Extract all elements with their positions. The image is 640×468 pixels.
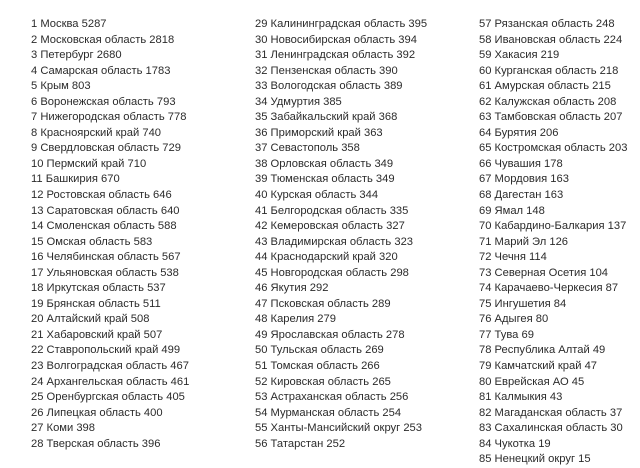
region-entry: 77 Тува 69 <box>479 328 534 341</box>
region-entry: 33 Вологодская область 389 <box>255 80 403 93</box>
region-entry: 44 Краснодарский край 320 <box>255 251 398 264</box>
region-entry: 35 Забайкальский край 368 <box>255 111 398 124</box>
region-entry: 38 Орловская область 349 <box>255 157 394 170</box>
region-entry: 46 Якутия 292 <box>255 282 329 295</box>
region-entry: 15 Омская область 583 <box>31 235 153 248</box>
region-entry: 54 Мурманская область 254 <box>255 406 402 419</box>
region-entry: 12 Ростовская область 646 <box>31 189 172 202</box>
region-column-2 <box>255 17 475 452</box>
region-entry: 19 Брянская область 511 <box>31 297 161 310</box>
region-entry: 79 Камчатский край 47 <box>479 360 598 373</box>
region-entry: 1 Москва 5287 <box>31 18 107 30</box>
region-entry: 22 Ставропольский край 499 <box>31 344 181 357</box>
region-entry: 13 Саратовская область 640 <box>31 204 180 217</box>
region-entry: 51 Томская область 266 <box>255 360 380 373</box>
region-entry: 76 Адыгея 80 <box>479 313 549 326</box>
region-entry: 73 Северная Осетия 104 <box>479 266 609 279</box>
region-entry: 36 Приморский край 363 <box>255 126 383 139</box>
region-column-3 <box>479 17 639 468</box>
region-entry: 65 Костромская область 203 <box>479 142 628 155</box>
region-entry: 2 Московская область 2818 <box>31 33 175 46</box>
region-entry: 26 Липецкая область 400 <box>31 406 163 419</box>
region-entry: 72 Чечня 114 <box>479 251 547 264</box>
region-entry: 75 Ингушетия 84 <box>479 297 567 310</box>
region-entry: 60 Курганская область 218 <box>479 64 619 77</box>
region-entry: 16 Челябинская область 567 <box>31 251 181 264</box>
region-entry: 66 Чувашия 178 <box>479 157 563 170</box>
region-entry: 14 Смоленская область 588 <box>31 220 177 233</box>
region-entry: 81 Калмыкия 43 <box>479 391 563 404</box>
region-entry: 71 Марий Эл 126 <box>479 235 569 248</box>
region-entry: 43 Владимирская область 323 <box>255 235 414 248</box>
region-entry: 29 Калининградская область 395 <box>255 18 428 30</box>
region-entry: 40 Курская область 344 <box>255 189 379 202</box>
region-entry: 6 Воронежская область 793 <box>31 95 176 108</box>
region-entry: 83 Сахалинская область 30 <box>479 422 623 435</box>
region-entry: 70 Кабардино-Балкария 137 <box>479 220 627 233</box>
region-column-1 <box>31 17 251 452</box>
region-entry: 47 Псковская область 289 <box>255 297 391 310</box>
region-entry: 82 Магаданская область 37 <box>479 406 623 419</box>
region-entry: 32 Пензенская область 390 <box>255 64 398 77</box>
region-entry: 52 Кировская область 265 <box>255 375 391 388</box>
region-entry: 67 Мордовия 163 <box>479 173 569 186</box>
region-entry: 23 Волгоградская область 467 <box>31 360 189 373</box>
region-entry: 25 Оренбургская область 405 <box>31 391 185 404</box>
region-entry: 58 Ивановская область 224 <box>479 33 623 46</box>
region-entry: 11 Башкирия 670 <box>31 173 120 186</box>
region-entry: 24 Архангельская область 461 <box>31 375 190 388</box>
region-entry: 21 Хабаровский край 507 <box>31 328 163 341</box>
region-entry: 53 Астраханская область 256 <box>255 391 409 404</box>
region-entry: 37 Севастополь 358 <box>255 142 360 155</box>
region-entry: 85 Ненецкий округ 15 <box>479 453 591 466</box>
region-entry: 45 Новгородская область 298 <box>255 266 409 279</box>
region-entry: 80 Еврейская АО 45 <box>479 375 585 388</box>
region-entry: 57 Рязанская область 248 <box>479 18 615 30</box>
region-entry: 61 Амурская область 215 <box>479 80 611 93</box>
region-entry: 27 Коми 398 <box>31 422 96 435</box>
region-entry: 62 Калужская область 208 <box>479 95 617 108</box>
region-entry: 4 Самарская область 1783 <box>31 64 171 77</box>
region-entry: 74 Карачаево-Черкесия 87 <box>479 282 619 295</box>
region-entry: 31 Ленинградская область 392 <box>255 49 416 62</box>
region-entry: 20 Алтайский край 508 <box>31 313 150 326</box>
region-entry: 49 Ярославская область 278 <box>255 328 405 341</box>
region-entry: 59 Хакасия 219 <box>479 49 560 62</box>
region-entry: 18 Иркутская область 537 <box>31 282 166 295</box>
region-entry: 69 Ямал 148 <box>479 204 545 217</box>
region-entry: 39 Тюменская область 349 <box>255 173 395 186</box>
region-entry: 17 Ульяновская область 538 <box>31 266 179 279</box>
region-entry: 34 Удмуртия 385 <box>255 95 342 108</box>
region-entry: 56 Татарстан 252 <box>255 437 346 450</box>
region-entry: 42 Кемеровская область 327 <box>255 220 405 233</box>
region-entry: 63 Тамбовская область 207 <box>479 111 623 124</box>
region-entry: 9 Свердловская область 729 <box>31 142 181 155</box>
region-entry: 84 Чукотка 19 <box>479 437 551 450</box>
region-entry: 41 Белгородская область 335 <box>255 204 409 217</box>
region-entry: 78 Республика Алтай 49 <box>479 344 606 357</box>
region-entry: 68 Дагестан 163 <box>479 189 564 202</box>
region-entry: 7 Нижегородская область 778 <box>31 111 187 124</box>
region-entry: 3 Петербург 2680 <box>31 49 122 62</box>
region-entry: 5 Крым 803 <box>31 80 91 93</box>
region-entry: 28 Тверская область 396 <box>31 437 161 450</box>
region-entry: 64 Бурятия 206 <box>479 126 559 139</box>
region-entry: 8 Красноярский край 740 <box>31 126 162 139</box>
region-entry: 55 Ханты-Мансийский округ 253 <box>255 422 422 435</box>
region-entry: 30 Новосибирская область 394 <box>255 33 417 46</box>
region-entry: 10 Пермский край 710 <box>31 157 147 170</box>
region-entry: 50 Тульская область 269 <box>255 344 384 357</box>
region-entry: 48 Карелия 279 <box>255 313 336 326</box>
